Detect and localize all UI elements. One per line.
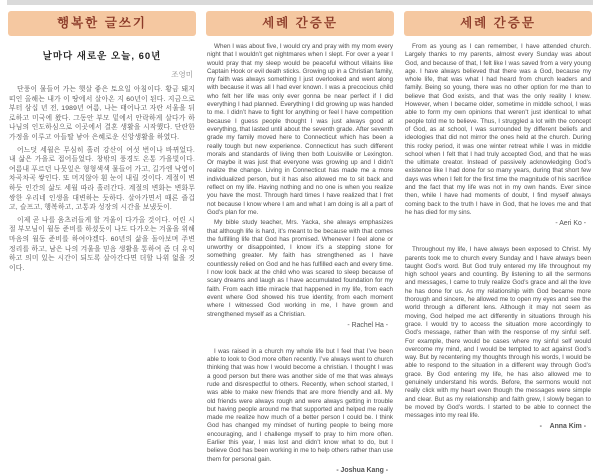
essay-paragraph-3: 이제 곧 나를 움츠러들게 할 겨울이 다가올 것이다. 어린 시절 부모님이 월동 준비를 하셨듯이 나도 다가오는 겨울을 위해 마음의 월동 준비를 하여야겠다. 60년의 삶을 돌아보며 주변 정리를 하고, 남은 나의 겨울을 믿음 생활을 통하여 좀 더 유익하고 의미 있는 시간이 되도록 살아간다면 더할 나위 없을 것이다. [9,216,195,272]
testimony-header-2: 세례 간증문 [404,11,592,36]
testimony-rachel-paragraph-2: My bible study teacher, Mrs. Yacka, she always emphasizes that although life is hard, it’s meant to be because with that comes the fulfilling life that God has promised. Whenever I feel alone or unworthy or disappointed, I know it’s a stepping stone for something greater. My faith has strengthened as I have countlessly relied on God and he has fulfilled each and every time. I now look back at the child who was scared to sleep because of scary dreams and laugh as I have accumulated foundation for my faith. From each little miracle that happened in my life, from each event where God showed his true identity, from each moment where I witnessed God working in me, I have grown and strengthened myself as a Christian. [207,219,393,318]
essay-author: 조영미 [171,70,193,79]
column-testimony-2 [404,11,592,475]
essay-title: 날마다 새로운 오늘, 60년 [42,51,162,62]
essay-paragraph-2: 어느덧 세월은 무심히 흘러 강산이 여섯 번이나 바뀌었다. 내 삶은 가을로 접어들었다. 창밖의 풍경도 온통 가을빛이다. 여름내 푸르던 나뭇잎은 형형색색 물들어 가고, 길가엔 낙엽이 차곡차곡 쌓인다. 또 머지않아 흰 눈이 내릴 것이다. 계절이 변하듯 인간의 삶도 세월 따라 흘러간다. 계절의 변화는 변화무쌍한 우리네 인생을 대변하는 듯하다. 살아가면서 때론 즐겁고, 슬프고, 행복하고, 고통과 성장의 시간을 보냈듯이. [9,146,195,212]
signature-rachel-ha: - Rachel Ha - [347,321,388,329]
testimony-rachel-paragraph-1: When I was about five, I would cry and pray with my mom every night that I wouldn’t get nightmares when I slept. For over a year I would pray that my sleep would be peaceful without villains like Captain Hook or evil death sticks. Growing up in a Christian family, my faith was always something I just overlooked and went along with because it was all I had ever known. I was a precocious child who felt her life was only ever gonna be near perfect if I did everything I had planned. Everything I did growing up was handed to me. I didn’t have to fight for anything or feel I have competition because I guess people thought I was just always good at everything, that lasted until about the seventh grade. After seventh grade my family moved here to Connecticut which has been a really tough but new experience. Connecticut has such different morals and standards of living then both Louisville or Lexington. Or maybe it was just that everyone was growing up and I didn’t realize the change. Living in Connecticut has made me a more individualized person, but it has also allowed me to sit back and reflect on my life. Having nothing and no one is when you realize you have the most. Through hard times I have realized that I fret not because I know where I am and what I am doing is all a part of God’s plan for me. [207,43,393,216]
happy-writing-header: 행복한 글쓰기 [8,11,196,36]
signature-joshua-kang: - Joshua Kang - [336,466,388,474]
testimony-anna-paragraph-1: Throughout my life, I have always been exposed to Christ. My parents took me to church every Sunday and I have always been taught God’s word. But God truly entered my life throughout my high school years and counting. By listening to all the sermons and messages, I came to truly realize God’s grace and all the love he has done for us. As my relationship with God became more thorough and sincere, he allowed me to open my eyes and see the world through a different lens. Although it may not seem as moving, God helped me act differently in situations through his grace. I would try to access the situation more accordingly to God’s message, rather than with the response of my sinful self. For example, there would be cases where my sinful self would overcome my mind, and I would be tempted to act against God’s way. But by recentering my thoughts through his words, I would be able to respond to the situation in a different way through God’s grace. By God entering my life, he has also allowed me to genuinely understand his words. Before, the sermons would not really click with my heart even though the messages were simple and clear. But as my relationship and faith grew, I slowly began to be moved by God’s words. I started to be able to connect the messages into my real life. [405,246,591,420]
signature-anna-kim: - Anna Kim - [539,423,586,431]
column-testimony-1 [206,11,394,475]
testimony-header-1: 세례 간증문 [206,11,394,36]
testimony-joshua-paragraph-1: I was raised in a church my whole life but I feel that I’ve been able to look to God more often recently. I’ve always went to church thinking that was how I would become a christian. I thought I was a good person but there was another side of me that was always rude and disrespectful to others. Recently, when school started, I was able to make new friends that are more friendly and all. My old friends were always rough and were always getting in trouble but having people around me that supported and helped me really made me realize how much of a better person I could be. I think God has changed my mindset of hurting people to being more encouraging, and I challenge myself to pray to him more often. Earlier this year, I was lost and didn’t know what to do, but I believe God has been working in me to help others rather than use them for personal gain. [207,347,393,463]
essay-paragraph-1: 단풍이 물들어 가는 햇살 좋은 토요일 아침이다. 황금 돼지띠인 올해는 내가 이 땅에서 살아온 지 60년이 된다. 지금으로부터 삼십 년 전, 1989년 여름, 나는 태어나고 자란 서울을 뒤로하고 미국에 왔다. 그동안 부모 밑에서 안락하게 살다가 하나님의 인도하심으로 이곳에서 결혼 생활을 시작했다. 단란한 가정을 이루고 아들딸 낳아 은혜로운 신앙생활을 하였다. [9,86,195,141]
top-divider [7,0,593,5]
testimony-aeri-paragraph-1: From as young as I can remember, I have attended church. Largely thanks to my parents, almost every Sunday was about God, and because of that, I felt like I was saved from a very young age. I have always believed that there was a God, because my whole life, that was what I had heard from church leaders and family. Being so young, there was no other option for me than to believe that God exists, and that was the only reality I knew. However, when I became older, sometime in middle school, I was able to form my own opinions that weren’t just identical to what people told me to believe. Thus, I struggled a lot with the concept of God, as at school, I was surrounded by different beliefs and ideologies that did not mirror the ones held at the church. During this rocky period, it was one winter retreat while I was in middle school when I felt that I had truly accepted God, and that he was the ultimate creator. Instead of passively acknowledging God’s existence like I had done for so many years, during that short few days was when I felt for the first time the magnitude of his sacrifice and the fact that my life was not in my own hands. Ever since then, while I have had moments of doubt, I find myself always coming back to the truth I have in God, that he loves me and that he has died for my sins. [405,43,591,216]
signature-aeri-ko: - Aeri Ko - [555,220,586,228]
column-happy-writing [8,11,196,475]
